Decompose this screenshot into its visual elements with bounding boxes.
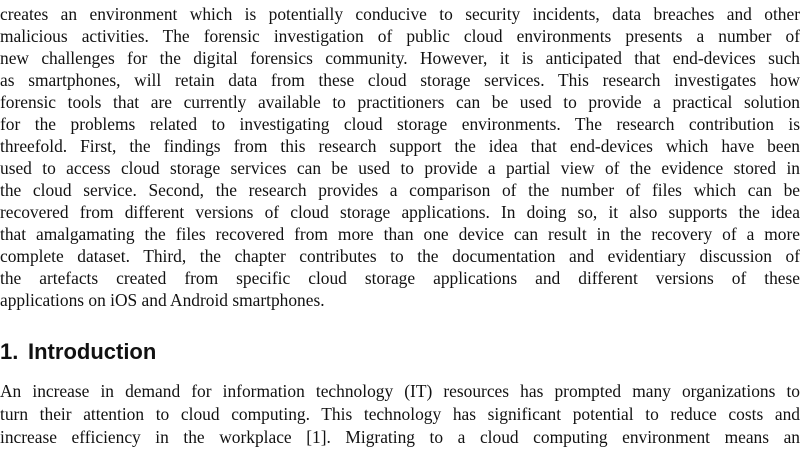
- text-line: the cloud service. Second, the research provides a comparison of the number of files which can be: [0, 180, 800, 200]
- section-number: 1.: [0, 339, 19, 364]
- text-line: creates an environment which is potentially conducive to security incidents, data breaches and other: [0, 4, 800, 24]
- text-line: An increase in demand for information technology (IT) resources has prompted many organizations to: [0, 381, 800, 401]
- text-line: threefold. First, the findings from this research support the idea that end-devices which have been: [0, 136, 800, 156]
- text-line: as smartphones, will retain data from these cloud storage services. This research investigates how: [0, 70, 800, 90]
- text-line: the artefacts created from specific cloud storage applications and different versions of these: [0, 268, 800, 288]
- text-line: forensic tools that are currently available to practitioners can be used to provide a practical solution: [0, 92, 800, 112]
- text-line: used to access cloud storage services can be used to provide a partial view of the evidence stored in: [0, 158, 800, 178]
- text-line: for the problems related to investigating cloud storage environments. The research contribution is: [0, 114, 800, 134]
- section-title: Introduction: [28, 339, 157, 364]
- text-line: malicious activities. The forensic investigation of public cloud environments presents a number of: [0, 26, 800, 46]
- text-line: that amalgamating the files recovered from more than one device can result in the recovery of a more: [0, 224, 800, 244]
- text-line: new challenges for the digital forensics community. However, it is anticipated that end-devices such: [0, 48, 800, 68]
- text-line: applications on iOS and Android smartphones.: [0, 290, 325, 310]
- text-line: turn their attention to cloud computing. This technology has significant potential to reduce costs and: [0, 404, 800, 424]
- section-heading: [0, 338, 156, 366]
- text-line: complete dataset. Third, the chapter contributes to the documentation and evidentiary discussion of: [0, 246, 800, 266]
- text-line: recovered from different versions of cloud storage applications. In doing so, it also supports the idea: [0, 202, 800, 222]
- text-line: increase efficiency in the workplace [1]. Migrating to a cloud computing environment means an: [0, 427, 800, 447]
